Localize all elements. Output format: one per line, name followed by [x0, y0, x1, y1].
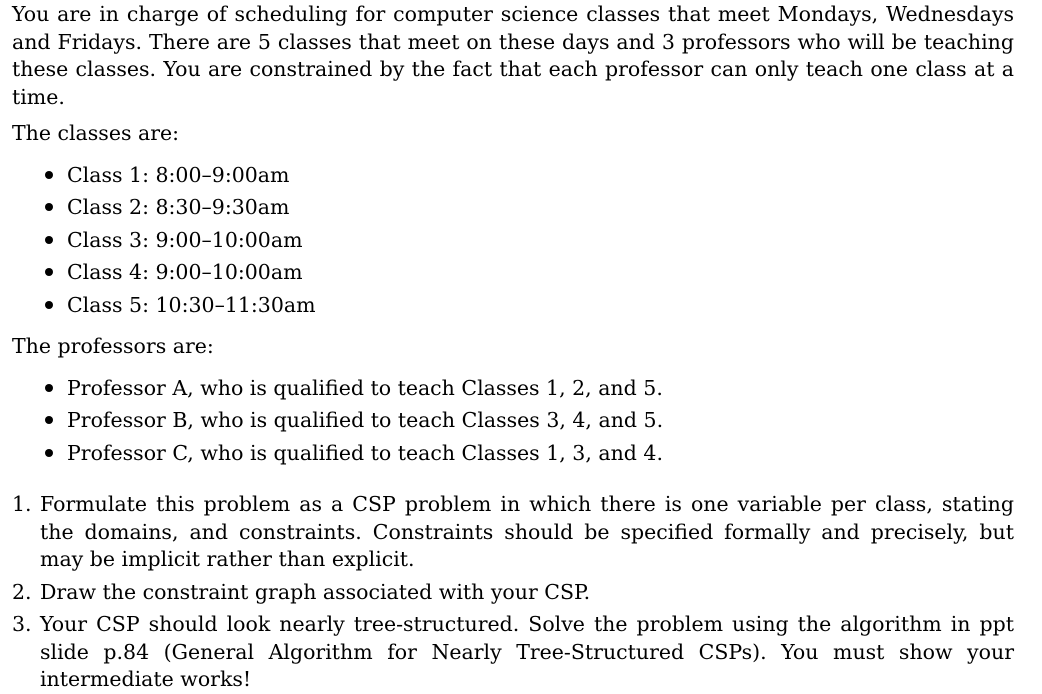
bullet-icon [45, 416, 53, 424]
bullet-icon [45, 203, 53, 211]
intro-paragraph: You are in charge of scheduling for computer science classes that meet Mondays, Wednesdays and Fridays. There are 5 classes that meet on these days and 3 professors who will be teaching these classes. You are constrained by the fact that each professor can only teach one class at a time. [12, 2, 1014, 109]
question-number: 2. [12, 579, 32, 604]
questions-list [12, 491, 1014, 694]
professors-heading: The professors are: [12, 334, 214, 358]
class-item-text: Class 2: 8:30–9:30am [67, 195, 290, 219]
classes-heading: The classes are: [12, 121, 180, 145]
question-item [12, 491, 1014, 574]
classes-list [12, 159, 1014, 322]
bullet-icon [45, 171, 53, 179]
list-item [45, 404, 1014, 437]
list-item [45, 224, 1014, 257]
question-item [12, 611, 1014, 694]
list-item [45, 159, 1014, 192]
professor-item-text: Professor A, who is qualified to teach Classes 1, 2, and 5. [67, 375, 663, 400]
class-item-text: Class 5: 10:30–11:30am [67, 292, 316, 317]
question-text: Draw the constraint graph associated with your CSP. [40, 579, 591, 604]
bullet-icon [45, 236, 53, 244]
bullet-icon [45, 268, 53, 276]
list-item [45, 256, 1014, 289]
question-text: Formulate this problem as a CSP problem in which there is one variable per class, stating the domains, and constraints. Constraints should be specified formally and precisely, but may be implicit rather than explicit. [40, 492, 1014, 571]
class-item-text: Class 3: 9:00–10:00am [67, 227, 303, 252]
bullet-icon [45, 384, 53, 392]
question-item [12, 579, 1014, 607]
professor-item-text: Professor C, who is qualified to teach Classes 1, 3, and 4. [67, 440, 663, 465]
question-text: Your CSP should look nearly tree-structured. Solve the problem using the algorithm in ppt slide p.84 (General Algorithm for Nearly Tree-Structured CSPs). You must show your intermediate works! [40, 612, 1014, 691]
question-number: 3. [12, 612, 32, 636]
class-item-text: Class 4: 9:00–10:00am [67, 260, 303, 284]
professors-list [12, 372, 1014, 470]
list-item [45, 289, 1014, 322]
class-item-text: Class 1: 8:00–9:00am [67, 162, 290, 187]
bullet-icon [45, 449, 53, 457]
list-item [45, 437, 1014, 470]
professor-item-text: Professor B, who is qualified to teach Classes 3, 4, and 5. [67, 408, 664, 432]
question-number: 1. [12, 492, 32, 516]
bullet-icon [45, 301, 53, 309]
list-item [45, 191, 1014, 224]
list-item [45, 372, 1014, 405]
